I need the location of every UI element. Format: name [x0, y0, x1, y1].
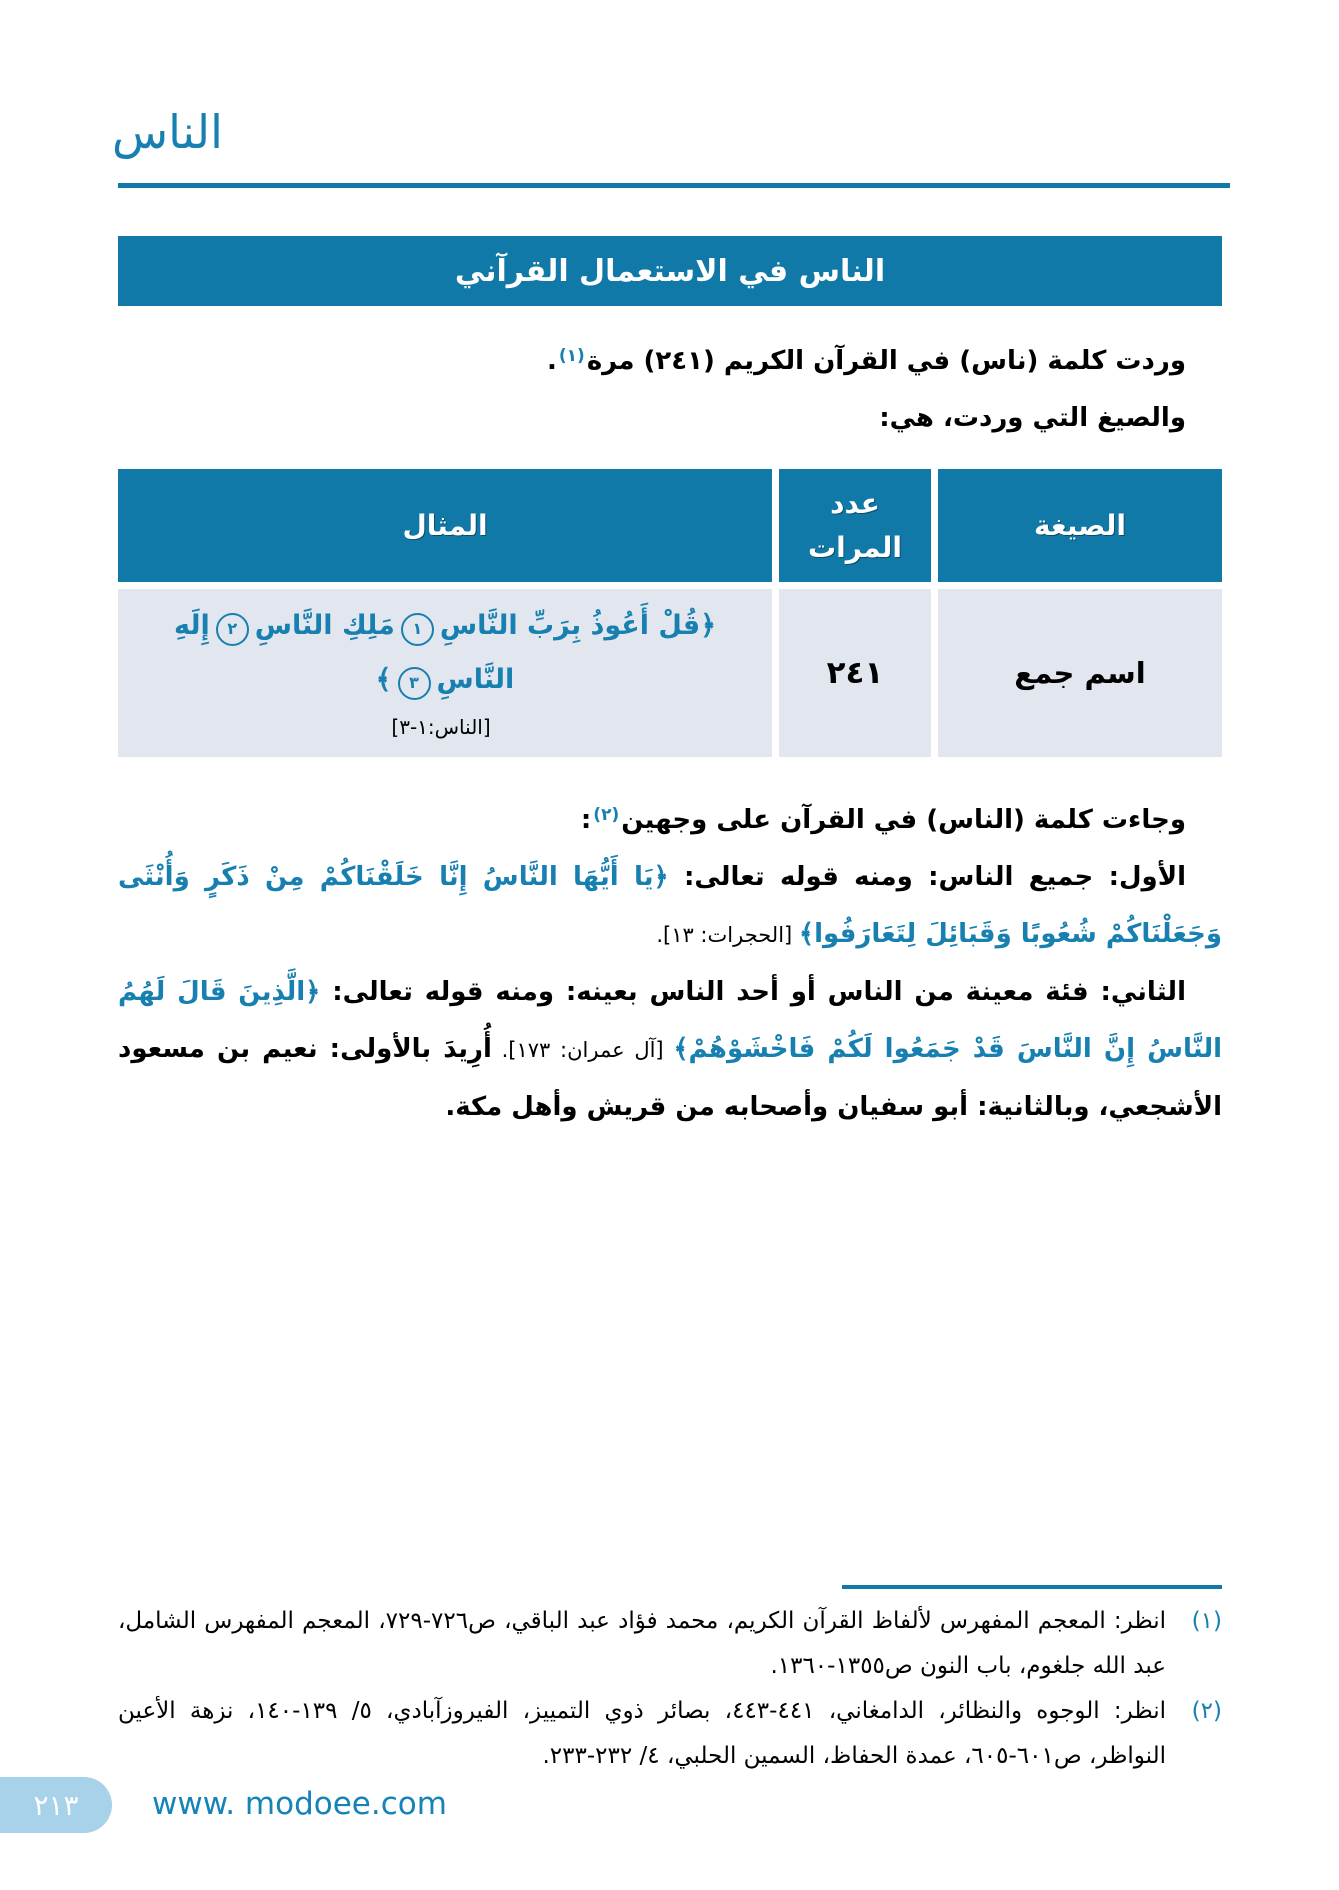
- usage-intro-tail: :: [580, 805, 592, 835]
- table-verse-reference: [الناس:١-٣]: [391, 715, 491, 739]
- column-header-count: عدد المرات: [779, 469, 931, 582]
- ayah-number-marker: ١: [401, 613, 434, 646]
- usage-first-lead: الأول: جميع الناس: ومنه قوله تعالى:: [668, 862, 1186, 892]
- footnote-number-2: (٢): [1191, 1698, 1222, 1724]
- page-number: ٢١٣: [33, 1788, 79, 1822]
- intro-line-1: [118, 328, 1222, 390]
- intro-line-2: والصيغ التي وردت، هي:: [879, 403, 1186, 433]
- footnotes: [118, 1599, 1222, 1779]
- section-banner: [118, 236, 1222, 306]
- usage-second: [118, 964, 1222, 1136]
- intro-line-1-tail: .: [546, 346, 557, 376]
- footnote-ref-2: (٢): [593, 805, 620, 825]
- footnote-text-1: انظر: المعجم المفهرس لألفاظ القرآن الكريم، محمد فؤاد عبد الباقي، ص٧٢٦-٧٢٩، المعجم المفهرس الشامل، عبد الله جلغوم، باب النون ص١٣٥٥-١٣٦٠.: [118, 1608, 1166, 1679]
- usage-intro: [118, 787, 1222, 849]
- intro-line-1-text: وردت كلمة (ناس) في القرآن الكريم (٢٤١) مرة: [586, 346, 1186, 376]
- column-header-example: المثال: [118, 469, 772, 582]
- usage-first: [118, 849, 1222, 964]
- page-number-tab: [0, 1777, 112, 1833]
- footnote-text-2: انظر: الوجوه والنظائر، الدامغاني، ٤٤١-٤٤٣، بصائر ذوي التمييز، الفيروزآبادي، ٥/ ١٣٩-١٤٠، نزهة الأعين النواظر، ص٦٠١-٦٠٥، عمدة الحفاظ، السمين الحلبي، ٤/ ٢٣٢-٢٣٣.: [118, 1698, 1167, 1769]
- running-head: الناس: [112, 105, 223, 159]
- website-link[interactable]: www. modoee.com: [152, 1786, 447, 1822]
- footnote-number-1: (١): [1191, 1608, 1222, 1634]
- column-header-form: الصيغة: [938, 469, 1222, 582]
- usage-first-verse: ﴿يَا أَيُّهَا النَّاسُ إِنَّا خَلَقْنَاكُمْ مِنْ ذَكَرٍ وَأُنْثَى وَجَعَلْنَاكُمْ شُعُوبًا وَقَبَائِلَ لِتَعَارَفُوا﴾: [118, 862, 1222, 949]
- table-cell-form: اسم جمع: [938, 589, 1222, 757]
- footnote-item-2: [118, 1689, 1222, 1779]
- section-banner-title: الناس في الاستعمال القرآني: [454, 253, 886, 289]
- main-content: [118, 328, 1222, 1136]
- table-cell-count: ٢٤١: [779, 589, 931, 757]
- usage-second-verse: ﴿الَّذِينَ قَالَ لَهُمُ النَّاسُ إِنَّ النَّاسَ قَدْ جَمَعُوا لَكُمْ فَاخْشَوْهُمْ﴾: [118, 977, 1223, 1064]
- header-rule: [118, 183, 1230, 188]
- table-verse: ﴿قُلْ أَعُوذُ بِرَبِّ النَّاسِ١مَلِكِ النَّاسِ٢إِلَهِ النَّاسِ٣﴾: [136, 599, 754, 707]
- footnote-separator: [842, 1585, 1222, 1589]
- usage-second-reference: [آل عمران: ١٧٣].: [491, 1038, 674, 1062]
- table-cell-example: [118, 589, 772, 757]
- usage-first-reference: [الحجرات: ١٣].: [656, 923, 799, 947]
- ayah-number-marker: ٢: [216, 613, 249, 646]
- usage-second-tail: أُرِيدَ بالأولى: نعيم بن مسعود الأشجعي، وبالثانية: أبو سفيان وأصحابه من قريش وأهل مكة.: [118, 1034, 1222, 1122]
- usage-intro-text: وجاءت كلمة (الناس) في القرآن على وجهين: [621, 805, 1186, 835]
- usage-second-lead: الثاني: فئة معينة من الناس أو أحد الناس بعينه: ومنه قوله تعالى:: [320, 977, 1186, 1007]
- ayah-number-marker: ٣: [398, 667, 431, 700]
- footnote-ref-1: (١): [558, 346, 585, 366]
- footnote-item-1: [118, 1599, 1222, 1689]
- forms-table: [118, 469, 1222, 757]
